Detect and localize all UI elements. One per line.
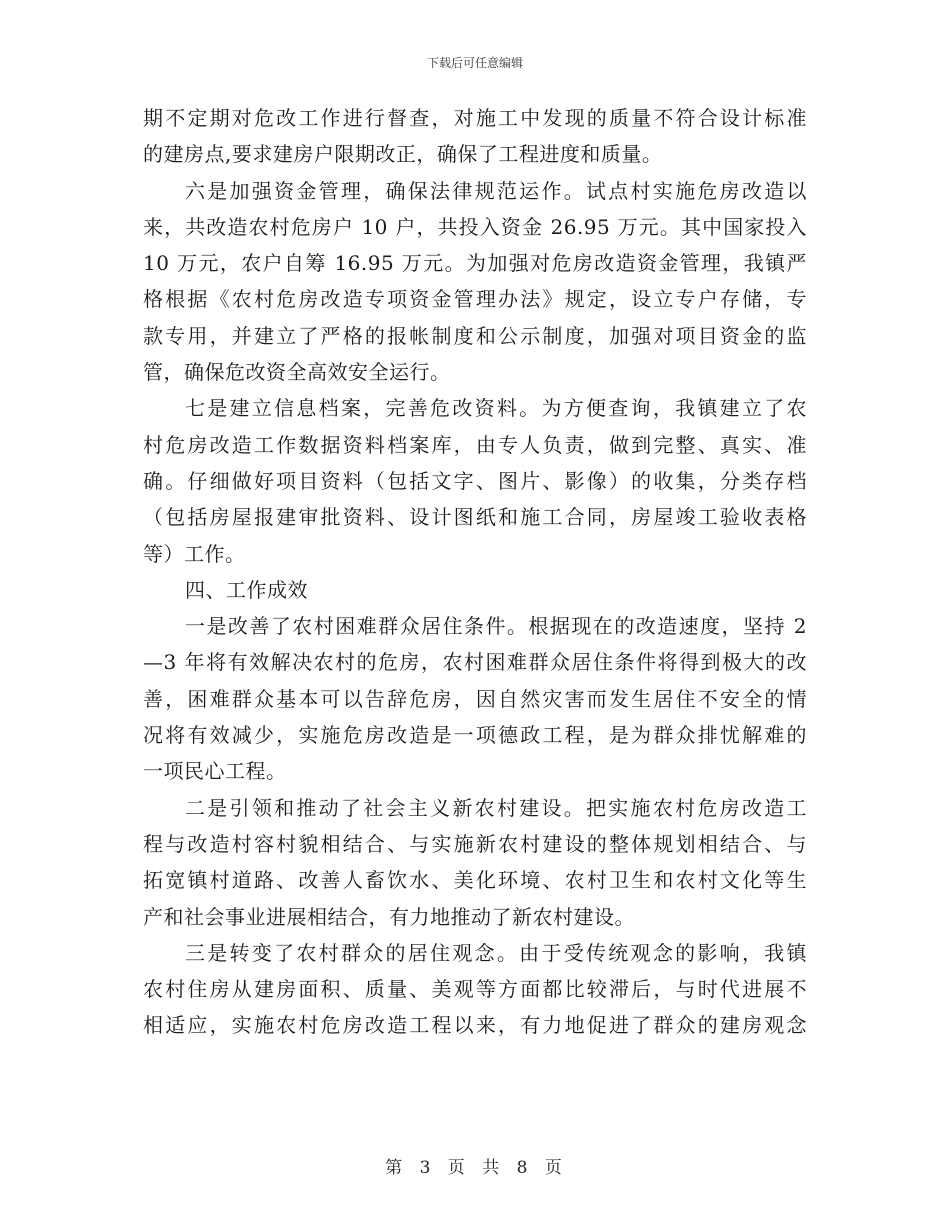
text-line: 的建房点,要求建房户限期改正，确保了工程进度和质量。	[143, 142, 663, 167]
text-line: 等）工作。	[143, 541, 246, 566]
text-line: 村危房改造工作数据资料档案库，由专人负责，做到完整、真实、准	[143, 432, 807, 457]
text-line: 二是引领和推动了社会主义新农村建设。把实施农村危房改造工	[185, 795, 807, 820]
text-line: 一项民心工程。	[143, 759, 287, 784]
text-line: 况将有效减少，实施危房改造是一项德政工程，是为群众排忧解难的	[143, 723, 807, 748]
text-line: 程与改造村容村貌相结合、与实施新农村建设的整体规划相结合、与	[143, 831, 807, 856]
text-line: 10 万元，农户自筹 16.95 万元。为加强对危房改造资金管理，我镇严	[143, 251, 807, 276]
text-line: —3 年将有效解决农村的危房，农村困难群众居住条件将得到极大的改	[143, 650, 807, 675]
text-line: 确。仔细做好项目资料（包括文字、图片、影像）的收集，分类存档	[143, 468, 807, 493]
text-line: 六是加强资金管理，确保法律规范运作。试点村实施危房改造以	[185, 178, 807, 203]
page-footer: 第 3 页 共 8 页	[385, 1158, 565, 1178]
text-line: 来，共改造农村危房户 10 户，共投入资金 26.95 万元。其中国家投入	[143, 214, 807, 239]
text-line: 善，困难群众基本可以告辞危房，因自然灾害而发生居住不安全的情	[143, 686, 807, 711]
text-line: 产和社会事业进展相结合，有力地推动了新农村建设。	[143, 904, 635, 929]
page-header: 下载后可任意编辑	[426, 56, 523, 70]
text-line: 格根据《农村危房改造专项资金管理办法》规定，设立专户存储，专	[143, 287, 807, 312]
text-line: 管，确保危改资全高效安全运行。	[143, 360, 451, 385]
text-line: 款专用，并建立了严格的报帐制度和公示制度，加强对项目资金的监	[143, 323, 807, 348]
text-line: 四、工作成效	[185, 577, 308, 602]
text-line: 一是改善了农村困难群众居住条件。根据现在的改造速度，坚持 2	[185, 614, 807, 639]
text-line: 七是建立信息档案，完善危改资料。为方便查询，我镇建立了农	[185, 396, 807, 421]
text-line: 期不定期对危改工作进行督查，对施工中发现的质量不符合设计标准	[143, 106, 807, 130]
text-line: 三是转变了农村群众的居住观念。由于受传统观念的影响，我镇	[185, 940, 807, 965]
text-line: 相适应，实施农村危房改造工程以来，有力地促进了群众的建房观念	[143, 1013, 807, 1038]
document-body	[143, 100, 807, 1044]
text-line: 农村住房从建房面积、质量、美观等方面都比较滞后，与时代进展不	[143, 977, 807, 1002]
text-line: 拓宽镇村道路、改善人畜饮水、美化环境、农村卫生和农村文化等生	[143, 868, 807, 893]
text-line: （包括房屋报建审批资料、设计图纸和施工合同，房屋竣工验收表格	[143, 505, 807, 530]
